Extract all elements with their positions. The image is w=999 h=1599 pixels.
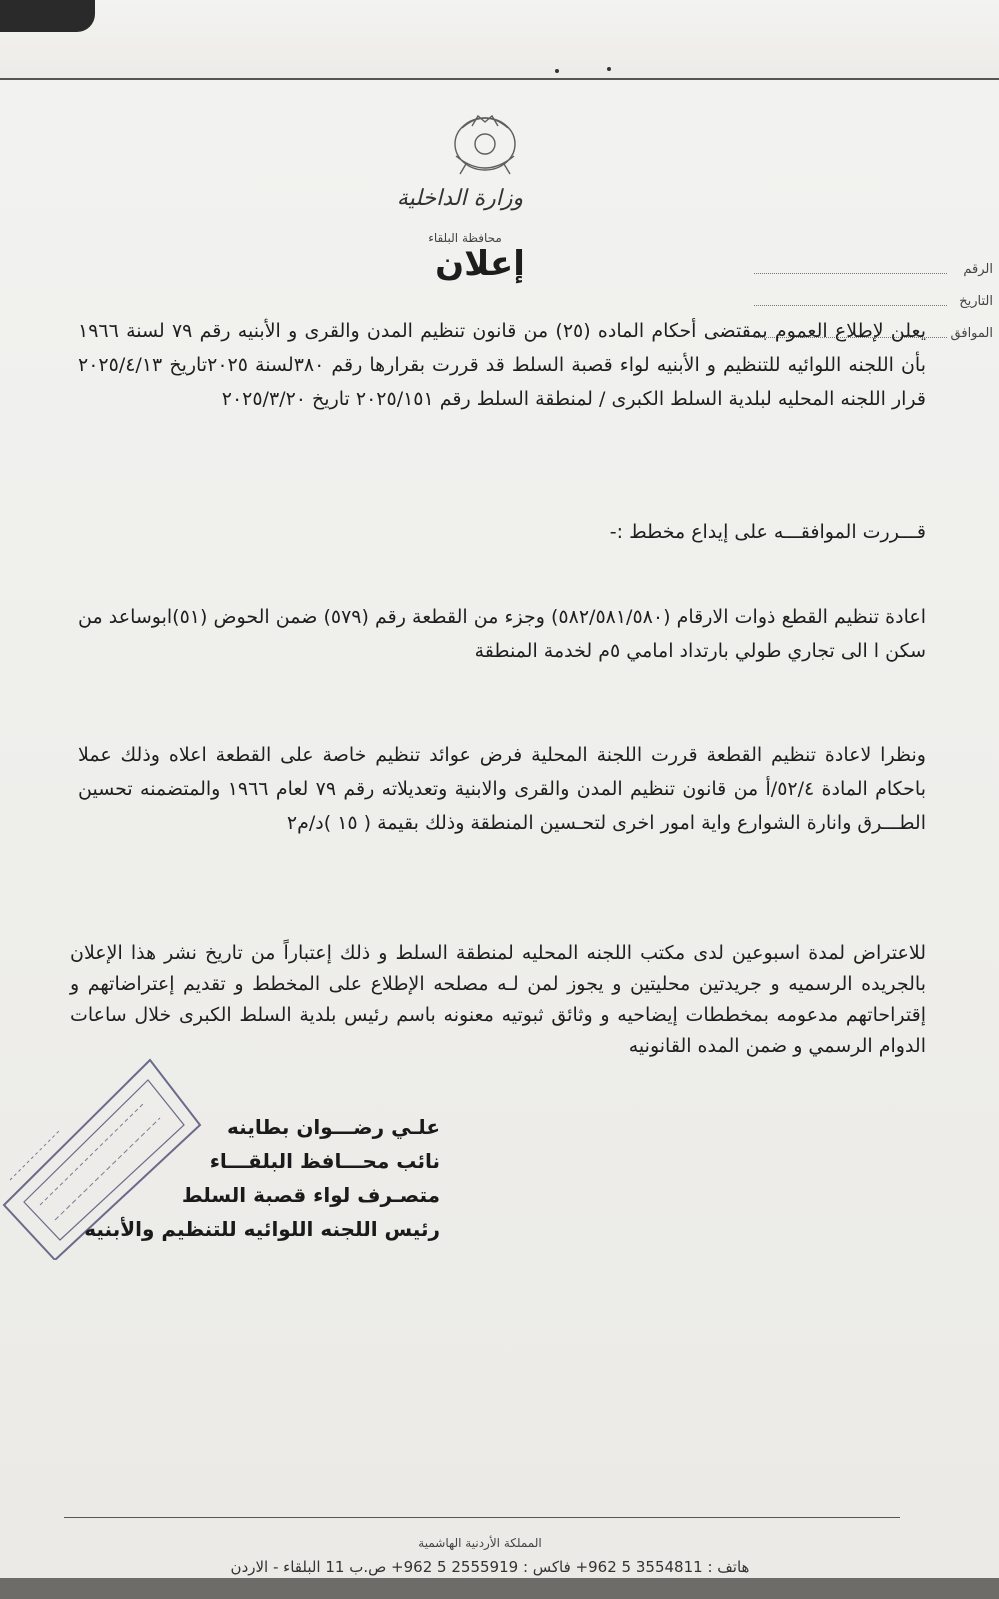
coat-of-arms-emblem xyxy=(442,104,528,180)
ref-number-field xyxy=(754,262,999,280)
ref-corresponding-label: الموافق xyxy=(950,326,993,341)
announcement-paragraph: يعلن لإطلاع العموم بمقتضى أحكام الماده (٢٥) من قانون تنظيم المدن والقرى و الأبنيه رقم ٧٩ لسنة ١٩٦٦ بأن اللجنه اللوائيه للتنظيم و الأبنيه لواء قصبة السلط قد قررت بقرارها رقم ٣٨٠لسنة ٢٠٢٥تاريخ ٢٠٢٥/٤/١٣ قرار اللجنه المحليه لبلدية السلط الكبرى / لمنطقة السلط رقم ٢٠٢٥/١٥١ تاريخ ٢٠٢٥/٣/٢٠ xyxy=(78,320,926,410)
page-title: إعلان xyxy=(435,244,525,284)
ministry-name: وزارة الداخلية xyxy=(396,186,524,211)
footer-contact-info: هاتف : 3554811 5 962+ فاكس : 2555919 5 962+ ص.ب 11 البلقاء - الاردن xyxy=(230,1558,750,1576)
signature-block xyxy=(60,1110,440,1246)
footer-divider xyxy=(64,1517,900,1518)
fees-paragraph: ونظرا لاعادة تنظيم القطعة قررت اللجنة المحلية فرض عوائد تنظيم خاصة على القطعة اعلاه وذلك عملا باحكام المادة ٥٢/٤/أ من قانون تنظيم المدن والقرى والابنية وتعديلاته رقم ٧٩ لعام ١٩٦٦ والمتضمنه تحسين الطـــرق وانارة الشوارع واية امور اخرى لتحـسين المنطقة وذلك بقيمة ( ١٥ )د/م٢ xyxy=(78,744,926,834)
footer-kingdom: المملكة الأردنية الهاشمية xyxy=(418,1536,542,1550)
plot-description: اعادة تنظيم القطع ذوات الارقام (٥٨٢/٥٨١/٥٨٠) وجزء من القطعة رقم (٥٧٩) ضمن الحوض (٥١)ابوساعد من سكن ا الى تجاري طولي بارتداد امامي ٥م لخدمة المنطقة xyxy=(78,606,926,662)
governorate-name: محافظة البلقاء xyxy=(428,231,502,245)
background-strip xyxy=(0,1578,999,1599)
dark-corner xyxy=(0,0,95,32)
signatory-name: علـي رضـــوان بطاينه xyxy=(227,1115,440,1139)
ref-date-field xyxy=(754,294,999,312)
objection-paragraph: للاعتراض لمدة اسبوعين لدى مكتب اللجنه المحليه لمنطقة السلط و ذلك إعتباراً من تاريخ نشر هذا الإعلان بالجريده الرسميه و جريدتين محليتين و يجوز لمن لـه مصلحه الإطلاع على المخطط و تقديم إعتراضاتهم و إقتراحاتهم مدعومه بمخططات إيضاحيه و وثائق ثبوتيه معنونه باسم رئيس بلدية السلط الكبرى خلال ساعات الدوام الرسمي و ضمن المده القانونيه xyxy=(70,942,926,1057)
decision-heading: قـــررت الموافقـــه على إيداع مخطط :- xyxy=(609,521,926,543)
ref-date-label: التاريخ xyxy=(959,294,993,309)
signatory-committee: رئيس اللجنه اللوائيه للتنظيم والأبنيه xyxy=(84,1217,440,1241)
punch-marks xyxy=(555,66,625,74)
signatory-district: متصـرف لواء قصبة السلط xyxy=(181,1183,440,1207)
ref-number-label: الرقم xyxy=(963,262,993,277)
signatory-title: نائب محـــافظ البلقـــاء xyxy=(209,1149,440,1173)
